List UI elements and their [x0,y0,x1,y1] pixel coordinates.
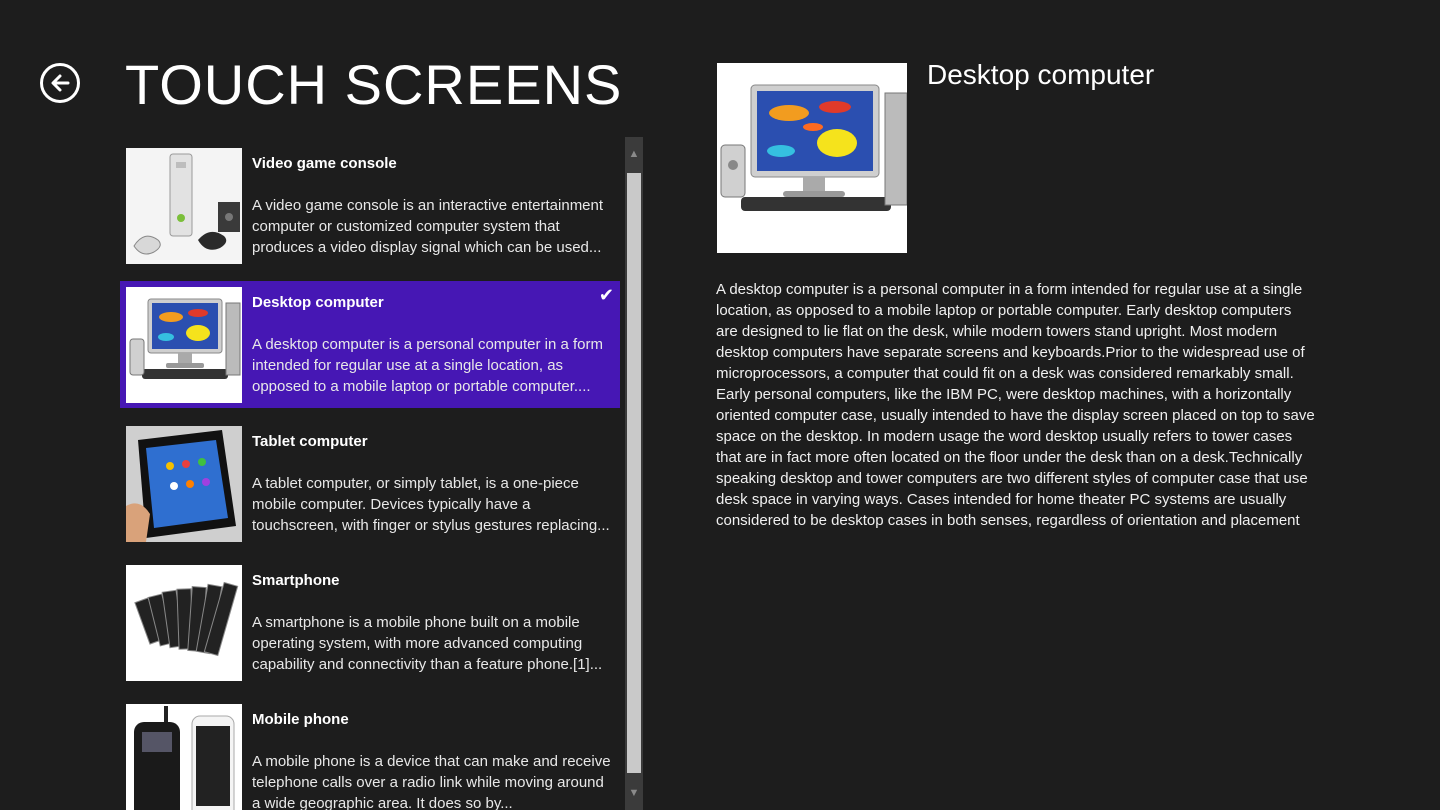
desktop-computer-image [126,287,242,403]
item-title: Video game console [252,155,397,172]
scroll-up-button[interactable] [625,137,643,171]
item-description: A smartphone is a mobile phone built on a mobile operating system, with more advanced computing capability and connectivity than a feature phone.[1]... [252,614,603,673]
item-title: Mobile phone [252,711,349,728]
item-title: Desktop computer [252,294,384,311]
list-item[interactable] [120,420,620,547]
item-description: A video game console is an interactive entertainment computer or customized computer system that produces a video display signal which can be used... [252,197,604,256]
back-button[interactable] [40,63,80,103]
list-scrollbar[interactable] [625,137,643,810]
back-arrow-icon [48,71,72,95]
mobile-phone-image [126,704,242,810]
item-description: A mobile phone is a device that can make and receive telephone calls over a radio link while moving around a wide geographic area. It does so by... [252,753,611,810]
scroll-down-button[interactable] [625,776,643,810]
item-list [120,142,620,810]
video-game-console-image [126,148,242,264]
detail-description: A desktop computer is a personal computer in a form intended for regular use at a single location, as opposed to a mobile laptop or portable computer. Early desktop computers are designed to lie flat on the desk, while modern towers stand upright. Most modern desktop computers have separate screens and keyboards.Prior to the widespread use of microprocessors, a computer that could fit on a desk was considered remarkably small. Early personal computers, like the IBM PC, were desktop machines, with a horizontally oriented computer case, usually intended to have the display screen placed on top to save space on the desktop. In modern usage the word desktop usually refers to tower cases that are in fact more often located on the floor under the desk than on a desk.Technically speaking desktop and tower computers are two different styles of computer case that use desk space in varying ways. Cases intended for home theater PC systems are usually considered to be desktop cases in both senses, regardless of orientation and placement [716,281,1315,529]
list-item[interactable] [120,559,620,686]
page-title: TOUCH SCREENS [125,53,623,116]
chevron-up-icon: ▲ [628,148,640,160]
item-title: Tablet computer [252,433,368,450]
smartphone-image [126,565,242,681]
scroll-thumb[interactable] [627,173,641,773]
item-description: A desktop computer is a personal computer in a form intended for regular use at a single location, as opposed to a mobile laptop or portable computer.... [252,336,604,395]
detail-image [717,63,907,253]
item-description: A tablet computer, or simply tablet, is a one-piece mobile computer. Devices typically have a touchscreen, with finger or stylus gestures replacing... [252,475,610,534]
list-item-selected[interactable] [120,281,620,408]
item-title: Smartphone [252,572,340,589]
chevron-down-icon: ▼ [628,787,640,799]
detail-title: Desktop computer [927,59,1155,90]
list-item[interactable] [120,698,620,810]
checkmark-icon: ✔ [598,285,614,305]
list-item[interactable] [120,142,620,269]
tablet-computer-image [126,426,242,542]
